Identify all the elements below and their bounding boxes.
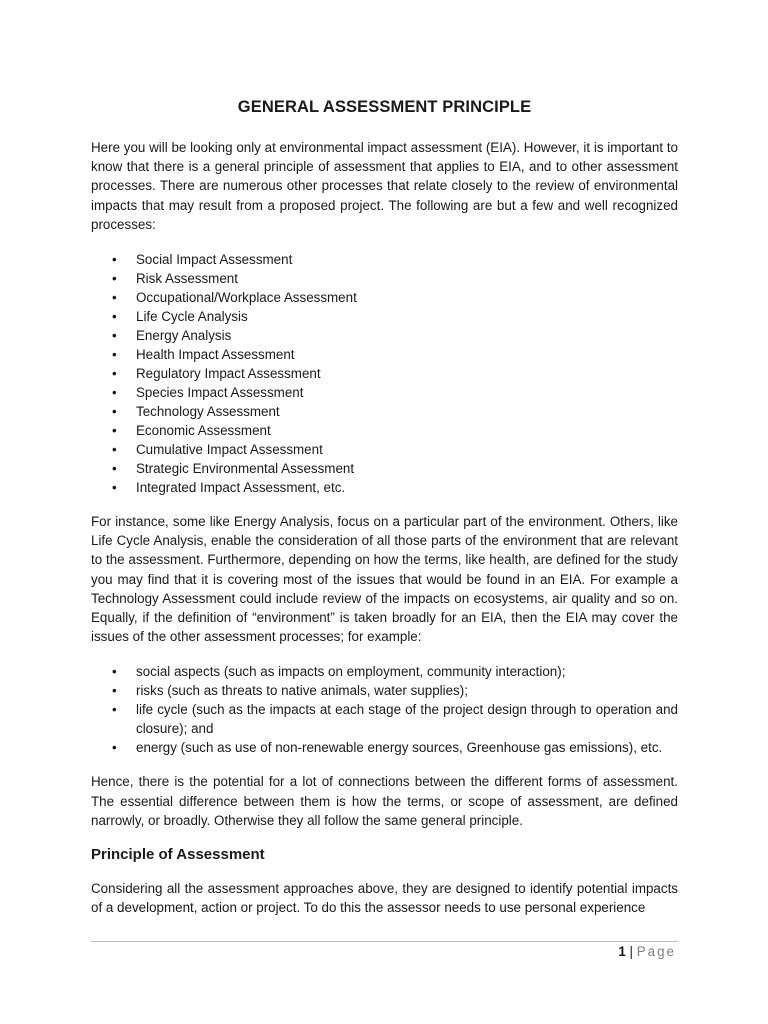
bullet-icon: • [112,442,117,458]
process-item: • Risk Assessment [112,271,238,287]
example-item: • life cycle (such as the impacts at each stage of the project design through to operation and closure); and [112,702,678,737]
document-body [91,96,678,917]
process-list [91,250,678,497]
bullet-icon: • [112,290,117,306]
process-item: • Social Impact Assessment [112,252,293,268]
process-item: • Energy Analysis [112,328,232,344]
process-item: • Integrated Impact Assessment, etc. [112,480,346,496]
process-item: • Technology Assessment [112,404,280,420]
bullet-icon: • [112,366,117,382]
process-item: • Life Cycle Analysis [112,309,248,325]
page-title: GENERAL ASSESSMENT PRINCIPLE [237,98,532,116]
page-number: 1 [618,944,626,959]
bullet-icon: • [112,740,117,756]
bullet-icon: • [112,664,117,680]
process-item: • Occupational/Workplace Assessment [112,290,357,306]
page-footer [618,943,676,961]
bullet-icon: • [112,347,117,363]
intro-paragraph: Here you will be looking only at environmental impact assessment (EIA). However, it is important to know that there is a general principle of assessment that applies to EIA, and to other assessment processes. There are numerous other processes that relate closely to the review of environmental impacts that may result from a proposed project. The following are but a few and well recognized processes: [91,140,678,232]
example-item: • energy (such as use of non-renewable energy sources, Greenhouse gas emissions), etc. [112,740,663,756]
example-list [91,662,678,757]
bullet-icon: • [112,480,117,496]
process-item: • Species Impact Assessment [112,385,304,401]
bullet-icon: • [112,309,117,325]
bullet-icon: • [112,423,117,439]
footer-separator: | [625,944,637,959]
instance-paragraph: For instance, some like Energy Analysis, focus on a particular part of the environment. Others, like Life Cycle Analysis, enable the consideration of all those parts of the environment that are relevant to the assessment. Furthermore, depending on how the terms, like health, are defined for the study you may find that it is covering most of the issues that would be found in an EIA. For example a Technology Assessment could include review of the impacts on ecosystems, air quality and so on. Equally, if the definition of “environment” is taken broadly for an EIA, then the EIA may cover the issues of the other assessment processes; for example: [91,514,678,645]
process-item: • Cumulative Impact Assessment [112,442,323,458]
footer-divider [91,941,678,942]
bullet-icon: • [112,385,117,401]
example-item: • social aspects (such as impacts on employment, community interaction); [112,664,566,680]
section-heading: Principle of Assessment [91,846,265,864]
connections-paragraph: Hence, there is the potential for a lot of connections between the different forms of assessment. The essential difference between them is how the terms, or scope of assessment, are defined narrowly, or broadly. Otherwise they all follow the same general principle. [91,774,678,828]
bullet-icon: • [112,271,117,287]
page-label: Page [636,944,676,959]
process-item: • Regulatory Impact Assessment [112,366,321,382]
bullet-icon: • [112,461,117,477]
bullet-icon: • [112,683,117,699]
example-item: • risks (such as threats to native animals, water supplies); [112,683,468,699]
bullet-icon: • [112,328,117,344]
bullet-icon: • [112,252,117,268]
bullet-icon: • [112,404,117,420]
process-item: • Strategic Environmental Assessment [112,461,355,477]
bullet-icon: • [112,702,117,718]
process-item: • Health Impact Assessment [112,347,295,363]
principle-paragraph: Considering all the assessment approaches above, they are designed to identify potential impacts of a development, action or project. To do this the assessor needs to use personal experience [91,881,678,916]
process-item: • Economic Assessment [112,423,271,439]
